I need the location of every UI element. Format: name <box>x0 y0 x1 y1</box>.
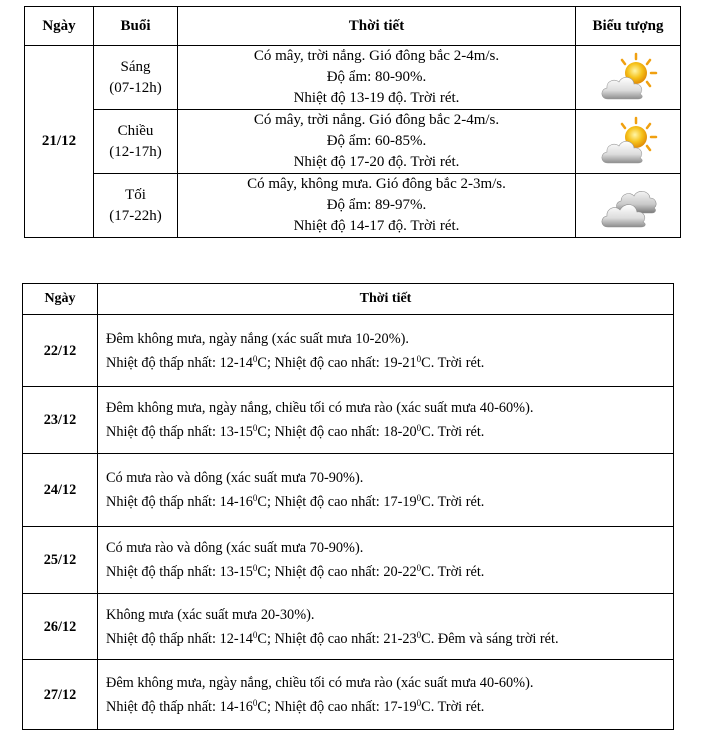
low-temp-label: Nhiệt độ thấp nhất: <box>106 494 220 510</box>
low-temp-value: 13-15 <box>219 424 253 440</box>
forecast-summary: Có mưa rào và dông (xác suất mưa 70-90%). <box>106 470 364 486</box>
unit-label: C <box>257 424 267 440</box>
forecast-note: . Trời rét. <box>430 354 485 371</box>
forecast-cell <box>98 660 674 730</box>
header-day: Ngày <box>25 7 94 46</box>
degree-mark: 0 <box>252 697 258 708</box>
date-cell: 22/12 <box>23 315 98 387</box>
low-temp-value: 12-14 <box>219 630 253 647</box>
unit-label: C <box>257 564 267 580</box>
temperature-range <box>106 420 673 444</box>
weather-line: Có mây, trời nắng. Gió đông bắc 2-4m/s. <box>253 48 500 64</box>
high-temp-value: 18-20 <box>383 424 417 440</box>
forecast-note: . Trời rét. <box>430 424 485 440</box>
unit-label: C <box>257 698 267 715</box>
header-icon: Biểu tượng <box>576 7 681 46</box>
icon-cell <box>576 174 681 238</box>
header-row <box>25 7 681 46</box>
low-temp-label: Nhiệt độ thấp nhất: <box>106 698 220 715</box>
table-row <box>25 174 681 238</box>
table-row <box>23 527 674 594</box>
forecast-note: . Trời rét. <box>430 494 485 510</box>
temperature-range <box>106 695 673 719</box>
degree-mark: 0 <box>252 629 258 640</box>
unit-label: C <box>421 564 431 580</box>
low-temp-label: Nhiệt độ thấp nhất: <box>106 630 220 647</box>
degree-mark: 0 <box>416 563 422 573</box>
forecast-cell <box>98 454 674 527</box>
temperature-line: Nhiệt độ 14-17 độ. Trời rét. <box>293 218 460 234</box>
forecast-cell <box>98 315 674 387</box>
table-row <box>23 660 674 730</box>
forecast-summary: Đêm không mưa, ngày nắng, chiều tối có mưa rào (xác suất mưa 40-60%). <box>106 674 534 691</box>
humidity-line: Độ ẩm: 89-97%. <box>326 197 427 213</box>
temperature-range <box>106 490 673 514</box>
session-cell <box>94 46 178 110</box>
temperature-line: Nhiệt độ 13-19 độ. Trời rét. <box>293 90 460 106</box>
unit-label: C <box>421 494 431 510</box>
weather-cell <box>178 174 576 238</box>
weather-cell <box>178 110 576 174</box>
unit-label: C <box>421 630 431 647</box>
forecast-summary: Đêm không mưa, ngày nắng, chiều tối có mưa rào (xác suất mưa 40-60%). <box>106 400 534 416</box>
header-weather: Thời tiết <box>178 7 576 46</box>
daily-forecast-table <box>24 6 681 238</box>
forecast-cell <box>98 527 674 594</box>
header-row <box>23 284 674 315</box>
session-time: (17-22h) <box>109 207 162 224</box>
high-temp-label: ; Nhiệt độ cao nhất: <box>266 354 384 371</box>
date-cell: 21/12 <box>25 46 94 238</box>
high-temp-label: ; Nhiệt độ cao nhất: <box>266 698 384 715</box>
temperature-range <box>106 560 673 584</box>
unit-label: C <box>257 354 267 371</box>
unit-label: C <box>257 630 267 647</box>
high-temp-label: ; Nhiệt độ cao nhất: <box>266 424 384 440</box>
low-temp-value: 12-14 <box>219 354 253 371</box>
header-session: Buổi <box>94 7 178 46</box>
unit-label: C <box>421 698 431 715</box>
high-temp-label: ; Nhiệt độ cao nhất: <box>266 564 384 580</box>
degree-mark: 0 <box>416 353 422 364</box>
session-cell <box>94 174 178 238</box>
high-temp-label: ; Nhiệt độ cao nhất: <box>266 630 384 647</box>
humidity-line: Độ ẩm: 60-85%. <box>326 133 427 149</box>
date-cell: 23/12 <box>23 387 98 454</box>
table-row <box>23 387 674 454</box>
forecast-cell <box>98 387 674 454</box>
weekly-forecast-table <box>22 283 674 730</box>
degree-mark: 0 <box>416 629 422 640</box>
low-temp-value: 13-15 <box>219 564 253 580</box>
cloudy-icon <box>597 180 659 232</box>
degree-mark: 0 <box>252 353 258 364</box>
low-temp-value: 14-16 <box>219 494 253 510</box>
unit-label: C <box>421 424 431 440</box>
partly-sunny-icon <box>598 52 658 104</box>
high-temp-label: ; Nhiệt độ cao nhất: <box>266 494 384 510</box>
session-name: Tối <box>125 186 146 203</box>
table-row <box>23 454 674 527</box>
forecast-note: . Đêm và sáng trời rét. <box>430 630 559 647</box>
table-row <box>23 315 674 387</box>
partly-sunny-icon <box>598 116 658 168</box>
unit-label: C <box>421 354 431 371</box>
low-temp-value: 14-16 <box>219 698 253 715</box>
high-temp-value: 17-19 <box>383 698 417 715</box>
low-temp-label: Nhiệt độ thấp nhất: <box>106 354 220 371</box>
high-temp-value: 20-22 <box>383 564 417 580</box>
weather-line: Có mây, không mưa. Gió đông bắc 2-3m/s. <box>247 176 506 192</box>
date-cell: 27/12 <box>23 660 98 730</box>
icon-cell <box>576 46 681 110</box>
low-temp-label: Nhiệt độ thấp nhất: <box>106 564 220 580</box>
table-row <box>25 46 681 110</box>
session-time: (12-17h) <box>109 143 162 160</box>
date-cell: 25/12 <box>23 527 98 594</box>
date-cell: 26/12 <box>23 594 98 660</box>
low-temp-label: Nhiệt độ thấp nhất: <box>106 424 220 440</box>
forecast-note: . Trời rét. <box>430 698 485 715</box>
session-time: (07-12h) <box>109 79 162 96</box>
weather-line: Có mây, trời nắng. Gió đông bắc 2-4m/s. <box>253 112 500 128</box>
icon-cell <box>576 110 681 174</box>
humidity-line: Độ ẩm: 80-90%. <box>326 69 427 85</box>
header-day: Ngày <box>23 284 98 315</box>
table-row <box>25 110 681 174</box>
forecast-summary: Đêm không mưa, ngày nắng (xác suất mưa 10-20%). <box>106 330 409 347</box>
forecast-cell <box>98 594 674 660</box>
degree-mark: 0 <box>416 423 422 433</box>
session-name: Sáng <box>120 58 151 75</box>
unit-label: C <box>257 494 267 510</box>
high-temp-value: 19-21 <box>383 354 417 371</box>
forecast-summary: Không mưa (xác suất mưa 20-30%). <box>106 606 315 623</box>
date-cell: 24/12 <box>23 454 98 527</box>
degree-mark: 0 <box>416 493 422 503</box>
forecast-note: . Trời rét. <box>430 564 485 580</box>
degree-mark: 0 <box>252 493 258 503</box>
forecast-summary: Có mưa rào và dông (xác suất mưa 70-90%). <box>106 540 364 556</box>
degree-mark: 0 <box>416 697 422 708</box>
temperature-range <box>106 627 673 651</box>
table-row <box>23 594 674 660</box>
high-temp-value: 17-19 <box>383 494 417 510</box>
degree-mark: 0 <box>252 563 258 573</box>
session-cell <box>94 110 178 174</box>
header-weather: Thời tiết <box>98 284 674 315</box>
temperature-line: Nhiệt độ 17-20 độ. Trời rét. <box>293 154 460 170</box>
high-temp-value: 21-23 <box>383 630 417 647</box>
session-name: Chiều <box>117 122 154 139</box>
temperature-range <box>106 351 673 375</box>
degree-mark: 0 <box>252 423 258 433</box>
weather-cell <box>178 46 576 110</box>
